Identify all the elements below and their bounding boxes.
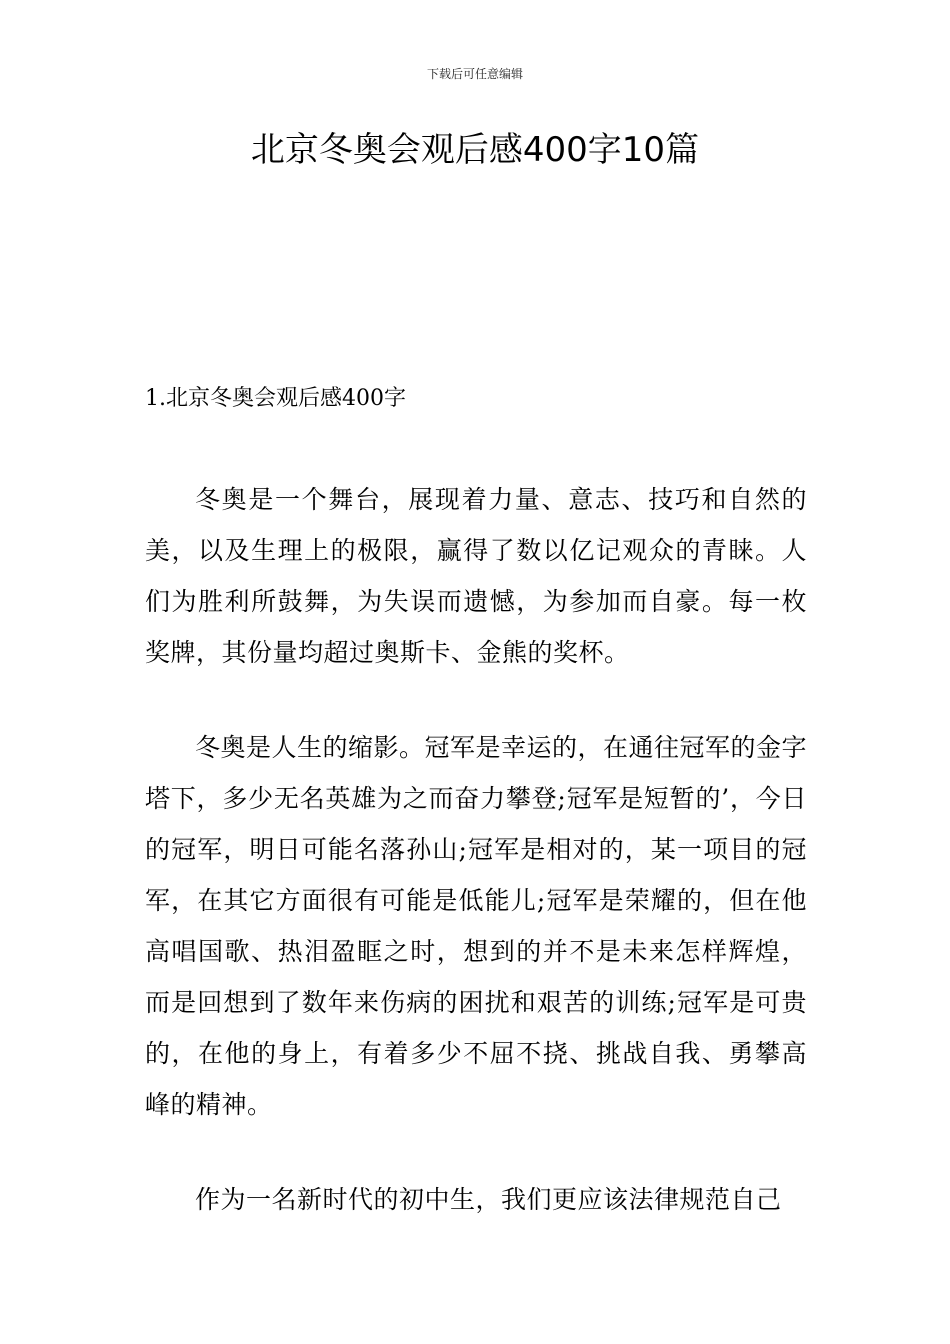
body-paragraph: 冬奥是一个舞台，展现着力量、意志、技巧和自然的美，以及生理上的极限，赢得了数以亿记观众的青睐。人们为胜利所鼓舞，为失误而遗憾，为参加而自豪。每一枚奖牌，其份量均超过奥斯卡、金熊的奖杯。 (145, 485, 807, 667)
header-note: 下载后可任意编辑 (426, 67, 523, 81)
document-title: 北京冬奥会观后感400字10篇 (250, 130, 700, 170)
body-paragraph: 冬奥是人生的缩影。冠军是幸运的，在通往冠军的金字塔下，多少无名英雄为之而奋力攀登;冠军是短暂的’，今日的冠军，明日可能名落孙山;冠军是相对的，某一项目的冠军，在其它方面很有可能是低能儿;冠军是荣耀的，但在他高唱国歌、热泪盈眶之时，想到的并不是未来怎样辉煌，而是回想到了数年来伤病的困扰和艰苦的训练;冠军是可贵的，在他的身上，有着多少不屈不挠、挑战自我、勇攀高峰的精神。 (145, 733, 808, 1119)
body-paragraph: 作为一名新时代的初中生，我们更应该法律规范自己 (195, 1185, 782, 1214)
section-heading: 1.北京冬奥会观后感400字 (145, 386, 406, 411)
